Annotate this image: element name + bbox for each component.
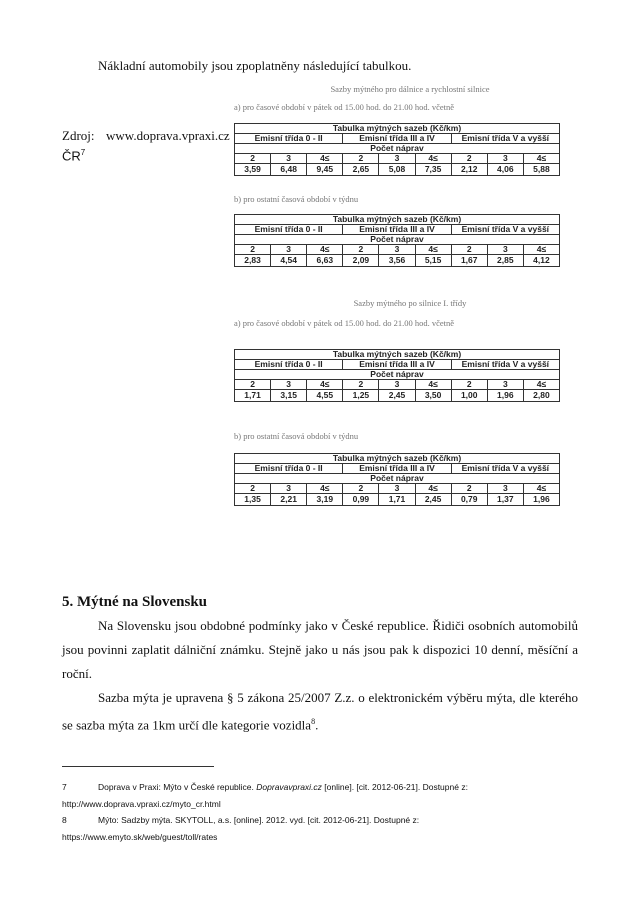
section-heading-motorways: Sazby mýtného pro dálnice a rychlostní silnice [330, 84, 490, 94]
axles-label: Počet náprav [235, 144, 560, 154]
paragraph-1-text: Na Slovensku jsou obdobné podmínky jako v České republice. Řidiči osobních automobilů jsou povinni zaplatit dálniční známku. Stejně jako u nás jsou pak k dispozici 10 denní, měsíční a roční. [62, 618, 578, 681]
axle-count: 2 [451, 154, 487, 164]
table-caption: a) pro časové období v pátek od 15.00 hod. do 21.00 hod. včetně [234, 102, 455, 112]
axle-count: 3 [487, 245, 523, 255]
axle-count: 4≤ [523, 484, 559, 494]
emission-class-header: Emisní třída 0 - II [235, 464, 343, 474]
toll-table [234, 214, 560, 267]
footnote-url[interactable]: http://www.doprava.vpraxi.cz/myto_cr.html [62, 799, 221, 809]
rate-value: 5,08 [379, 164, 415, 176]
rate-value: 3,19 [307, 494, 343, 506]
footnote-ref-8: 8 [311, 717, 316, 726]
axle-count: 4≤ [523, 245, 559, 255]
rate-value: 2,65 [343, 164, 379, 176]
rate-value: 1,00 [451, 390, 487, 402]
footnote-ref-7: 7 [80, 148, 86, 157]
footnote-text-before: Mýto: Sadzby mýta. SKYTOLL, a.s. [online]. 2012. vyd. [cit. 2012-06-21]. Dostupné z: [98, 815, 420, 825]
axle-count: 4≤ [307, 245, 343, 255]
rate-value: 1,67 [451, 255, 487, 267]
axle-count: 4≤ [415, 484, 451, 494]
axle-count: 4≤ [307, 380, 343, 390]
rate-value: 1,71 [235, 390, 271, 402]
toll-table [234, 349, 560, 402]
table-title: Tabulka mýtných sazeb (Kč/km) [235, 350, 560, 360]
emission-class-header: Emisní třída V a vyšší [451, 360, 559, 370]
rate-value: 6,63 [307, 255, 343, 267]
emission-class-header: Emisní třída V a vyšší [451, 225, 559, 235]
emission-class-header: Emisní třída 0 - II [235, 360, 343, 370]
rate-value: 9,45 [307, 164, 343, 176]
paragraph-2-end: . [315, 717, 319, 733]
axle-count: 4≤ [415, 245, 451, 255]
footnote-number: 8 [62, 815, 67, 825]
rate-value: 1,25 [343, 390, 379, 402]
toll-table [234, 453, 560, 506]
rate-value: 2,80 [523, 390, 559, 402]
rate-value: 6,48 [271, 164, 307, 176]
chapter-heading: 5. Mýtné na Slovensku [62, 594, 208, 610]
axle-count: 2 [451, 245, 487, 255]
axle-count: 3 [271, 484, 307, 494]
emission-class-header: Emisní třída V a vyšší [451, 134, 559, 144]
rate-value: 7,35 [415, 164, 451, 176]
source-cr [62, 148, 85, 163]
emission-class-header: Emisní třída V a vyšší [451, 464, 559, 474]
footnote-text-italic: Dopravavpraxi.cz [256, 782, 322, 792]
axle-count: 3 [271, 245, 307, 255]
axle-count: 4≤ [307, 154, 343, 164]
rate-value: 2,83 [235, 255, 271, 267]
rate-value: 4,54 [271, 255, 307, 267]
rate-value: 2,45 [415, 494, 451, 506]
emission-class-header: Emisní třída 0 - II [235, 225, 343, 235]
axle-count: 3 [379, 245, 415, 255]
footnote-text-before: Doprava v Praxi: Mýto v České republice. [98, 782, 257, 792]
rate-value: 1,37 [487, 494, 523, 506]
axle-count: 2 [343, 380, 379, 390]
section-heading-first-class-roads: Sazby mýtného po silnice I. třídy [353, 298, 467, 308]
axle-count: 3 [379, 484, 415, 494]
emission-class-header: Emisní třída III a IV [343, 134, 451, 144]
axles-label: Počet náprav [235, 235, 560, 245]
rate-value: 5,15 [415, 255, 451, 267]
rate-value: 3,50 [415, 390, 451, 402]
axle-count: 2 [343, 245, 379, 255]
table-caption: a) pro časové období v pátek od 15.00 hod. do 21.00 hod. včetně [234, 318, 455, 328]
rate-value: 0,99 [343, 494, 379, 506]
axle-count: 3 [379, 380, 415, 390]
footnote-separator [62, 766, 214, 767]
axle-count: 3 [271, 154, 307, 164]
rate-value: 2,45 [379, 390, 415, 402]
axle-count: 2 [235, 380, 271, 390]
axles-label: Počet náprav [235, 370, 560, 380]
source-label: Zdroj: [62, 128, 95, 143]
rate-value: 2,85 [487, 255, 523, 267]
rate-value: 4,12 [523, 255, 559, 267]
source-cr-text: ČR [62, 148, 81, 164]
axle-count: 4≤ [523, 380, 559, 390]
footnote-text [98, 815, 419, 825]
rate-value: 1,96 [487, 390, 523, 402]
footnote-url[interactable]: https://www.emyto.sk/web/guest/toll/rates [62, 832, 218, 842]
axle-count: 2 [451, 380, 487, 390]
axle-count: 4≤ [523, 154, 559, 164]
footnote-number: 7 [62, 782, 67, 792]
source-url: www.doprava.vpraxi.cz [106, 128, 230, 143]
rate-value: 3,56 [379, 255, 415, 267]
rate-value: 2,12 [451, 164, 487, 176]
emission-class-header: Emisní třída III a IV [343, 225, 451, 235]
footnote-text [98, 782, 468, 792]
axle-count: 2 [343, 484, 379, 494]
table-caption: b) pro ostatní časová období v týdnu [234, 194, 359, 204]
emission-class-header: Emisní třída III a IV [343, 360, 451, 370]
rate-value: 1,35 [235, 494, 271, 506]
rate-value: 2,21 [271, 494, 307, 506]
table-caption: b) pro ostatní časová období v týdnu [234, 431, 359, 441]
axle-count: 4≤ [307, 484, 343, 494]
axle-count: 3 [271, 380, 307, 390]
toll-table [234, 123, 560, 176]
rate-value: 1,96 [523, 494, 559, 506]
paragraph-1 [62, 614, 578, 686]
rate-value: 4,55 [307, 390, 343, 402]
rate-value: 0,79 [451, 494, 487, 506]
axle-count: 3 [487, 154, 523, 164]
axle-count: 3 [379, 154, 415, 164]
rate-value: 4,06 [487, 164, 523, 176]
rate-value: 2,09 [343, 255, 379, 267]
table-title: Tabulka mýtných sazeb (Kč/km) [235, 124, 560, 134]
emission-class-header: Emisní třída III a IV [343, 464, 451, 474]
axle-count: 2 [343, 154, 379, 164]
axle-count: 2 [451, 484, 487, 494]
axle-count: 3 [487, 380, 523, 390]
intro-text: Nákladní automobily jsou zpoplatněny následující tabulkou. [98, 58, 412, 73]
axle-count: 2 [235, 154, 271, 164]
paragraph-2 [62, 686, 578, 737]
axles-label: Počet náprav [235, 474, 560, 484]
axle-count: 4≤ [415, 380, 451, 390]
footnote-text-after: [online]. [cit. 2012-06-21]. Dostupné z: [321, 782, 468, 792]
table-title: Tabulka mýtných sazeb (Kč/km) [235, 215, 560, 225]
axle-count: 3 [487, 484, 523, 494]
paragraph-2-text: Sazba mýta je upravena § 5 zákona 25/2007 Z.z. o elektronickém výběru mýta, dle kterého se sazba mýta za 1km určí dle kategorie vozidla [62, 690, 578, 733]
axle-count: 2 [235, 484, 271, 494]
rate-value: 3,15 [271, 390, 307, 402]
rate-value: 3,59 [235, 164, 271, 176]
axle-count: 4≤ [415, 154, 451, 164]
table-title: Tabulka mýtných sazeb (Kč/km) [235, 454, 560, 464]
rate-value: 5,88 [523, 164, 559, 176]
axle-count: 2 [235, 245, 271, 255]
emission-class-header: Emisní třída 0 - II [235, 134, 343, 144]
rate-value: 1,71 [379, 494, 415, 506]
